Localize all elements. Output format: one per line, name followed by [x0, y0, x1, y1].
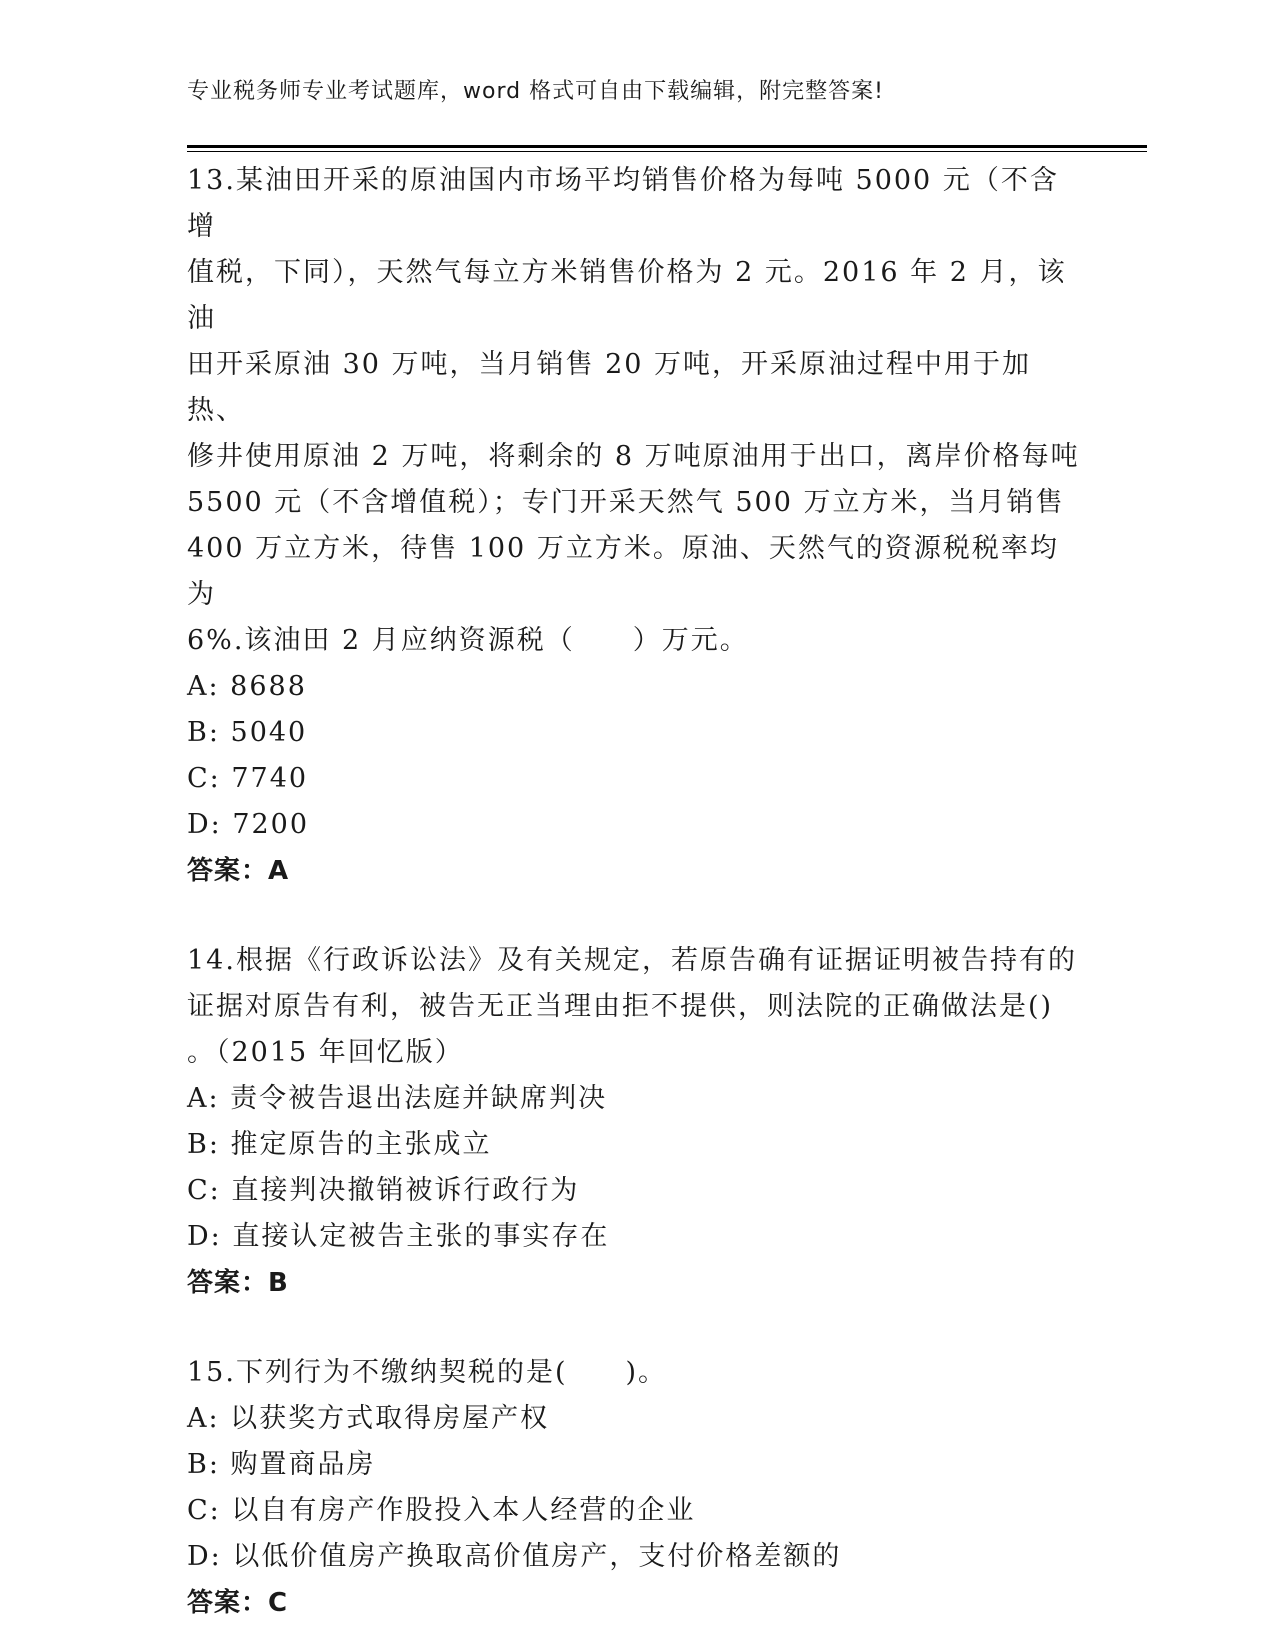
question-14 — [187, 938, 1087, 1306]
question-stem-line: 6%.该油田 2 月应纳资源税（ ）万元。 — [187, 625, 749, 656]
page-header: 专业税务师专业考试题库，word 格式可自由下载编辑，附完整答案! — [187, 79, 884, 104]
question-13 — [187, 158, 1087, 894]
answer-line: 答案：B — [187, 1268, 289, 1298]
option-d: D: 直接认定被告主张的事实存在 — [187, 1221, 610, 1252]
option-a: A: 责令被告退出法庭并缺席判决 — [187, 1083, 608, 1114]
question-list — [187, 158, 1087, 1626]
question-stem-line: 值税，下同），天然气每立方米销售价格为 2 元。2016 年 2 月，该油 — [187, 257, 1067, 334]
option-a: A: 以获奖方式取得房屋产权 — [187, 1403, 550, 1434]
option-b: B: 推定原告的主张成立 — [187, 1129, 492, 1160]
answer-line: 答案：A — [187, 856, 290, 886]
question-15 — [187, 1350, 1087, 1626]
header-rule-thick — [187, 145, 1147, 148]
question-stem-line: 证据对原告有利，被告无正当理由拒不提供，则法院的正确做法是() — [187, 991, 1054, 1022]
question-stem-line: 14.根据《行政诉讼法》及有关规定，若原告确有证据证明被告持有的 — [187, 945, 1077, 976]
option-d: D: 7200 — [187, 809, 310, 840]
question-spacer — [187, 894, 1087, 938]
question-stem-line: 。（2015 年回忆版） — [187, 1037, 464, 1068]
question-stem-line: 13.某油田开采的原油国内市场平均销售价格为每吨 5000 元（不含增 — [187, 165, 1059, 242]
answer-line: 答案：C — [187, 1588, 289, 1618]
option-c: C: 以自有房产作股投入本人经营的企业 — [187, 1495, 696, 1526]
option-a: A: 8688 — [187, 671, 307, 702]
option-b: B: 购置商品房 — [187, 1449, 376, 1480]
question-stem-line: 修井使用原油 2 万吨，将剩余的 8 万吨原油用于出口，离岸价格每吨 — [187, 441, 1080, 472]
option-d: D: 以低价值房产换取高价值房产，支付价格差额的 — [187, 1541, 842, 1572]
header-rule-thin — [187, 151, 1147, 152]
question-stem-line: 15.下列行为不缴纳契税的是( )。 — [187, 1357, 668, 1388]
option-b: B: 5040 — [187, 717, 308, 748]
question-spacer — [187, 1306, 1087, 1350]
question-stem-line: 5500 元（不含增值税）；专门开采天然气 500 万立方米，当月销售 — [187, 487, 1065, 518]
option-c: C: 直接判决撤销被诉行政行为 — [187, 1175, 580, 1206]
question-stem-line: 400 万立方米，待售 100 万立方米。原油、天然气的资源税税率均为 — [187, 533, 1059, 610]
option-c: C: 7740 — [187, 763, 309, 794]
question-stem-line: 田开采原油 30 万吨，当月销售 20 万吨，开采原油过程中用于加热、 — [187, 349, 1032, 426]
